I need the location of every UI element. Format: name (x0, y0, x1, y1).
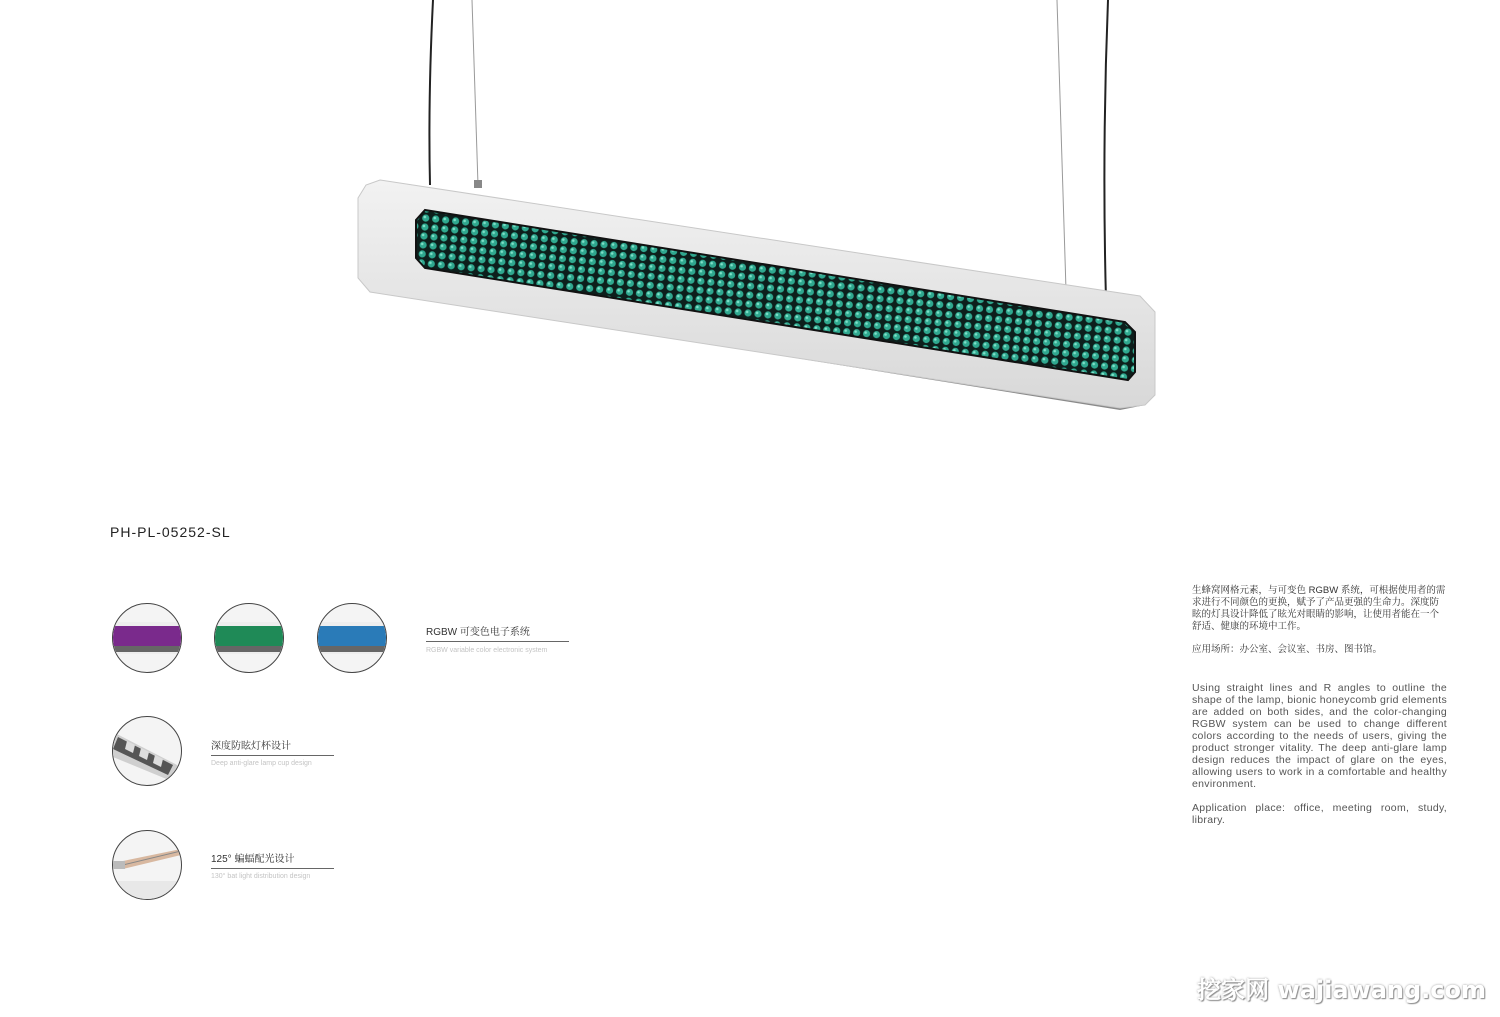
green-honeycomb-icon (215, 604, 283, 672)
light-distribution-icon (113, 831, 181, 899)
thumbnail-blue (317, 603, 387, 673)
suspension-wire-right (1057, 0, 1066, 290)
feature-bat-subtitle: 130° bat light distribution design (211, 873, 311, 880)
feature-rgbw-subtitle: RGBW variable color electronic system (426, 647, 548, 654)
purple-honeycomb-icon (113, 604, 181, 672)
feature-rgbw-title: RGBW 可变色电子系统 (426, 623, 569, 642)
power-cable-right (1104, 0, 1108, 300)
feature-antiglare-title: 深度防眩灯杯设计 (211, 737, 334, 756)
product-model-title: PH-PL-05252-SL (110, 524, 231, 540)
thumbnail-bat-distribution (112, 830, 182, 900)
thumbnail-purple (112, 603, 182, 673)
description-english (1192, 682, 1447, 838)
thumbnail-antiglare (112, 716, 182, 786)
lamp-product-image (0, 0, 1500, 470)
description-en-body: Using straight lines and R angles to outline the shape of the lamp, bionic honeycomb grid elements are added on both sides, and the color-changing RGBW system can be used to change different colors according to the needs of users, giving the product stronger vitality. The deep anti-glare lamp design reduces the impact of glare on the eyes, allowing users to work in a comfortable and healthy environment. (1192, 682, 1447, 790)
blue-honeycomb-icon (318, 604, 386, 672)
feature-bat-title: 125° 蝙蝠配光设计 (211, 850, 334, 869)
power-cable-left (429, 0, 433, 185)
description-chinese (1192, 585, 1448, 667)
lamp-cup-icon (113, 717, 181, 785)
thumbnail-green (214, 603, 284, 673)
suspension-wire-left (472, 0, 478, 185)
feature-antiglare-subtitle: Deep anti-glare lamp cup design (211, 760, 312, 767)
description-cn-application: 应用场所：办公室、会议室、书房、图书馆。 (1192, 644, 1383, 655)
watermark-logo: 挖家网 wajiawang.com (1197, 976, 1486, 1004)
description-cn-body: 生蜂窝网格元素，与可变色 RGBW 系统，可根据使用者的需求进行不同颜色的更换，赋予了产品更强的生命力。深度防眩的灯具设计降低了眩光对眼睛的影响，让使用者能在一个舒适、健康的环境中工作。 (1192, 585, 1446, 632)
description-en-application: Application place: office, meeting room, study, library. (1192, 802, 1447, 826)
